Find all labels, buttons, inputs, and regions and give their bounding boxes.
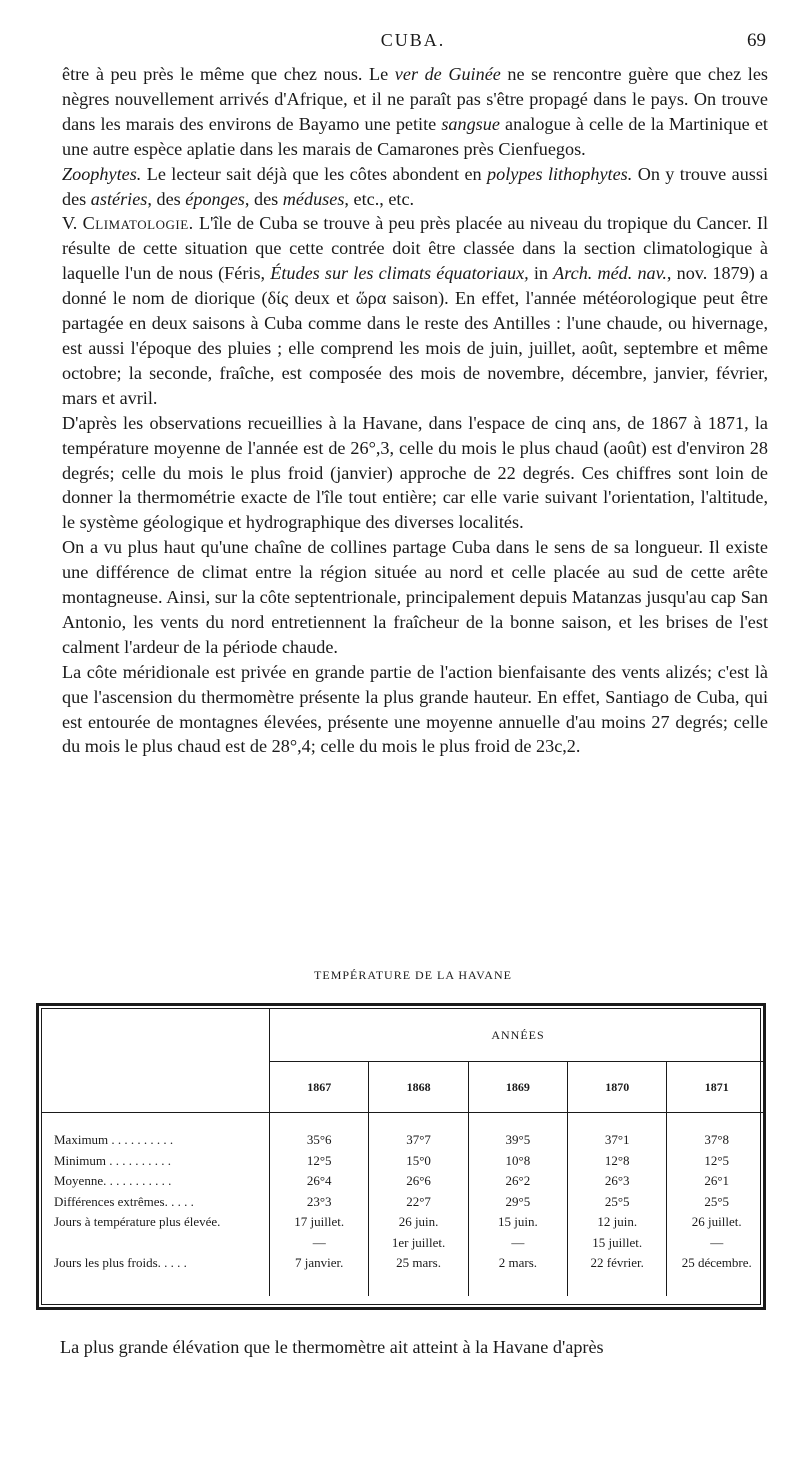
- text-run: On y trouve aussi des: [62, 163, 768, 209]
- table-cell: 26 juin.: [369, 1212, 468, 1233]
- text-run: être à peu près le même que chez nous. Le: [62, 64, 395, 84]
- table-cell: 22 février.: [568, 1253, 667, 1274]
- year-header: 1871: [667, 1062, 766, 1113]
- table-cell: 10°8: [468, 1151, 567, 1172]
- table-body: [42, 1130, 766, 1274]
- table-cell: 26 juillet.: [667, 1212, 766, 1233]
- table-corner-cell-2: [42, 1062, 270, 1113]
- text-run: , nov. 1879) a donné le nom de diorique (δίς deux et ὥρα saison). En effet, l'année météorologique peut être partagée en deux saisons à Cuba comme dans le reste des Antilles : l'une chaude, ou hivernage, est aussi l'époque des pluies ; elle comprend les mois de juin, juillet, août, septembre et même octobre; la seconde, fraîche, est composée des mois de novembre, décembre, janvier, février, mars et avril.: [62, 263, 769, 408]
- table-cell: 37°1: [568, 1130, 667, 1151]
- table-cell: 12°8: [568, 1151, 667, 1172]
- table-cell: 26°1: [667, 1171, 766, 1192]
- table-corner-cell: [42, 1009, 270, 1062]
- table-cell: 37°7: [369, 1130, 468, 1151]
- paragraph-climatologie: [62, 211, 768, 410]
- table-cell: 29°5: [468, 1192, 567, 1213]
- page-number: 69: [747, 30, 766, 51]
- year-header: 1870: [568, 1062, 667, 1113]
- table-cell: —: [667, 1233, 766, 1254]
- italic-run: Études sur les climats équatoriaux,: [270, 263, 529, 284]
- table-cell: 7 janvier.: [270, 1253, 369, 1274]
- text-run: in: [528, 263, 554, 284]
- table-cell: 25°5: [667, 1192, 766, 1213]
- row-label: Jours à température plus élevée.: [54, 1214, 221, 1230]
- table-row: [42, 1171, 766, 1192]
- text-run: , etc., etc.: [344, 188, 415, 209]
- paragraph-ver-de-guinee: [62, 62, 768, 162]
- temperature-table: [36, 1003, 766, 1310]
- table-cell: 15°0: [369, 1151, 468, 1172]
- table-caption: TEMPÉRATURE DE LA HAVANE: [314, 968, 512, 982]
- table-cell: —: [468, 1233, 567, 1254]
- table-inner-frame: [41, 1008, 761, 1305]
- table-cell: 17 juillet.: [270, 1212, 369, 1233]
- paragraph-zoophytes: [62, 162, 768, 212]
- table-cell: 39°5: [468, 1130, 567, 1151]
- table-row: [42, 1151, 766, 1172]
- table-cell: 35°6: [270, 1130, 369, 1151]
- text-run: , des: [244, 188, 283, 209]
- text-run: V.: [62, 213, 83, 234]
- table-cell: 12 juin.: [568, 1212, 667, 1233]
- table-group-header-row: [42, 1009, 766, 1062]
- italic-run: ver de Guinée: [394, 64, 501, 84]
- text-run: Le lecteur sait déjà que les côtes abondent en: [141, 163, 488, 184]
- table-cell: 26°3: [568, 1171, 667, 1192]
- running-header: [60, 30, 766, 56]
- row-label: Minimum . . . . . . . . . .: [54, 1152, 172, 1168]
- table-cell: 12°5: [667, 1151, 766, 1172]
- table-row: [42, 1253, 766, 1274]
- year-header: 1867: [270, 1062, 369, 1113]
- year-header: 1868: [369, 1062, 468, 1113]
- table-cell: 15 juin.: [468, 1212, 567, 1233]
- row-label: Moyenne. . . . . . . . . . .: [54, 1173, 172, 1189]
- italic-run: sangsue: [441, 113, 500, 134]
- paragraph-observations: D'après les observations recueillies à la Havane, dans l'espace de cinq ans, de 1867 à 1871, la température moyenne de l'année est de 26°,3, celle du mois le plus chaud (août) est d'environ 28 degrés; celle du mois le plus froid (janvier) approche de 22 degrés. Ces chiffres sont loin de donner la thermométrie exacte de l'île tout entière; car elle varie suivant l'orientation, l'altitude, le système géologique et hydrographique des diverses localités.: [62, 412, 768, 533]
- row-label: [42, 1233, 270, 1254]
- annees-header: ANNÉES: [270, 1009, 767, 1062]
- italic-run: méduses: [282, 188, 345, 209]
- row-label: Maximum . . . . . . . . . .: [54, 1132, 174, 1148]
- table-cell: 25°5: [568, 1192, 667, 1213]
- table-cell: 1er juillet.: [369, 1233, 468, 1254]
- table-end-row: [42, 1274, 766, 1296]
- italic-run: éponges: [185, 188, 245, 209]
- table-cell: 25 mars.: [369, 1253, 468, 1274]
- table-spacer-row: [42, 1113, 766, 1131]
- table-years-row: [42, 1062, 766, 1113]
- table-cell: 25 décembre.: [667, 1253, 766, 1274]
- row-label: Jours les plus froids. . . . .: [54, 1255, 187, 1271]
- text-run: analogue à celle de la Martinique et une autre espèce aplatie dans les marais de Camarones près Cienfuegos.: [62, 113, 768, 159]
- table-cell: —: [270, 1233, 369, 1254]
- table-row: [42, 1233, 766, 1254]
- italic-run: Zoophytes.: [62, 163, 142, 184]
- table-row: [42, 1192, 766, 1213]
- italic-run: polypes lithophytes.: [487, 163, 633, 184]
- text-run: , des: [147, 188, 186, 209]
- body-text: [62, 62, 768, 759]
- table-row: [42, 1212, 766, 1233]
- table-cell: 12°5: [270, 1151, 369, 1172]
- text-run: L'île de Cuba se trouve à peu près placée au niveau du tropique du Cancer. Il résulte de cette situation que cette contrée doit être classée dans la section climatologique à laquelle l'un de nous (Féris,: [62, 213, 768, 284]
- table-cell: 15 juillet.: [568, 1233, 667, 1254]
- continuation-text: La plus grande élévation que le thermomètre ait atteint à la Havane d'après: [60, 1337, 604, 1357]
- table-cell: 26°2: [468, 1171, 567, 1192]
- table-cell: 23°3: [270, 1192, 369, 1213]
- table-cell: 22°7: [369, 1192, 468, 1213]
- table-cell: 26°6: [369, 1171, 468, 1192]
- running-title: CUBA.: [380, 30, 446, 50]
- section-heading: Climatologie.: [82, 213, 194, 234]
- paragraph-chaine-collines: On a vu plus haut qu'une chaîne de collines partage Cuba dans le sens de sa longueur. Il existe une différence de climat entre la région située au nord et celle placée au sud de cette arête montagneuse. Ainsi, sur la côte septentrionale, principalement depuis Matanzas jusqu'au cap San Antonio, les vents du nord entretiennent la fraîcheur de la bonne saison, et les brises de l'est calment l'ardeur de la période chaude.: [62, 537, 768, 657]
- table-cell: 26°4: [270, 1171, 369, 1192]
- table-cell: 2 mars.: [468, 1253, 567, 1274]
- italic-run: astéries: [90, 188, 148, 209]
- paragraph-cote-meridionale: La côte méridionale est privée en grande partie de l'action bienfaisante des vents alizés; c'est là que l'ascension du thermomètre présente la plus grande hauteur. En effet, Santiago de Cuba, qui est entourée de montagnes élevées, présente une moyenne annuelle d'au moins 27 degrés; celle du mois le plus chaud est de 28°,4; celle du mois le plus froid de 23c,2.: [62, 661, 768, 757]
- italic-run: Arch. méd. nav.: [553, 263, 667, 284]
- temperature-data-table: [42, 1009, 766, 1296]
- table-row: [42, 1130, 766, 1151]
- row-label: Différences extrêmes. . . . .: [54, 1193, 194, 1209]
- text-run: ne se rencontre guère que chez les nègres nouvellement arrivés d'Afrique, et il ne paraît pas s'être propagé dans le pays. On trouve dans les marais des environs de Bayamo une petite: [62, 64, 768, 134]
- table-cell: 37°8: [667, 1130, 766, 1151]
- year-header: 1869: [468, 1062, 567, 1113]
